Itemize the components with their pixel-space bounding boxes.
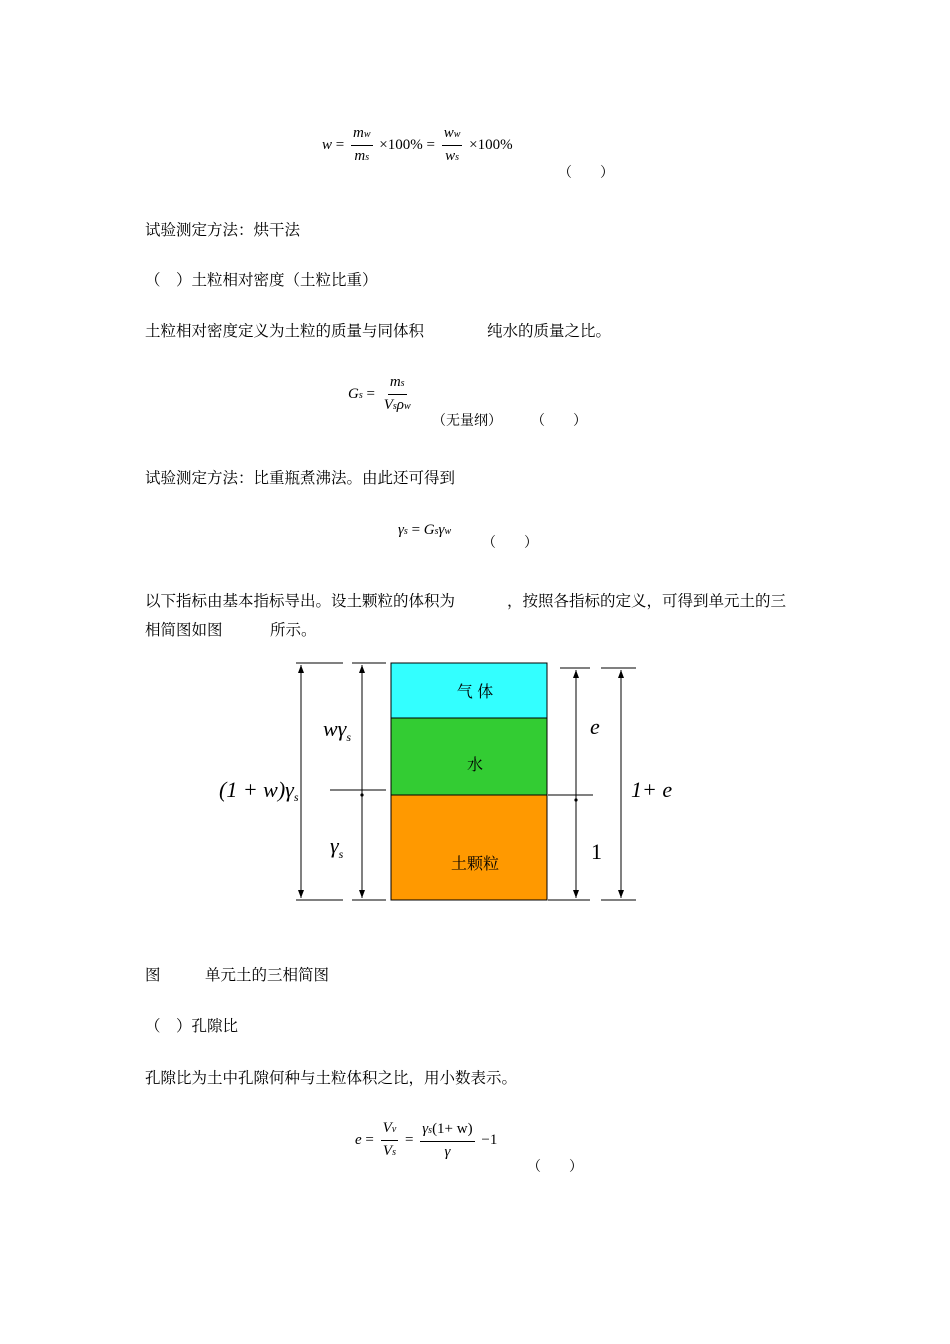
equation-number: （ ） bbox=[527, 1159, 583, 1175]
paragraph: 土粒相对密度定义为土粒的质量与同体积 bbox=[145, 322, 425, 340]
eq-sign: = bbox=[365, 1131, 374, 1148]
eq-term: −1 bbox=[481, 1131, 498, 1148]
eq-subscript: w bbox=[404, 401, 411, 412]
eq-sign: = bbox=[366, 385, 375, 402]
equation-number: （ ） bbox=[558, 165, 614, 181]
label-subscript: s bbox=[293, 790, 299, 804]
label-main: wγ bbox=[323, 716, 347, 741]
eq-sign: = bbox=[405, 1131, 414, 1148]
eq-term: ×100% bbox=[379, 136, 423, 153]
eq-symbol: m bbox=[389, 374, 401, 390]
right-bottom-label: 1 bbox=[591, 839, 602, 864]
eq-term: ×100% bbox=[469, 136, 513, 153]
section-heading: （ ）土粒相对密度（土粒比重） bbox=[145, 271, 378, 289]
eq-symbol: ρ bbox=[396, 397, 404, 413]
eq-sign: = bbox=[426, 136, 435, 153]
paragraph: 以下指标由基本指标导出。设土颗粒的体积为 bbox=[145, 592, 456, 610]
paragraph: ，按照各指标的定义，可得到单元土的三 bbox=[507, 592, 787, 610]
fraction bbox=[420, 1121, 474, 1160]
soil-particle-label: 土颗粒 bbox=[450, 856, 500, 873]
eq-subscript: s bbox=[434, 526, 439, 537]
gas-label: 气 体 bbox=[456, 684, 494, 701]
eq-term: (1+ w) bbox=[432, 1121, 473, 1137]
eq-symbol: G bbox=[423, 522, 435, 538]
eq-symbol: w bbox=[322, 136, 333, 153]
soil-phase-block bbox=[391, 795, 547, 900]
paragraph: 相简图如图 bbox=[145, 621, 223, 639]
paragraph: 所示。 bbox=[270, 621, 317, 639]
paragraph: 试验测定方法：比重瓶煮沸法。由此还可得到 bbox=[145, 469, 456, 487]
eq-symbol: e bbox=[355, 1131, 362, 1148]
eq-sign: = bbox=[411, 522, 421, 538]
right-outer-label: 1+ e bbox=[631, 777, 673, 802]
eq-symbol: γ bbox=[398, 522, 404, 538]
eq-subscript: s bbox=[392, 1147, 396, 1158]
eq-subscript: s bbox=[403, 526, 408, 537]
paragraph: 纯水的质量之比。 bbox=[487, 322, 612, 340]
eq-subscript: v bbox=[391, 1124, 397, 1135]
eq-symbol: V bbox=[383, 397, 393, 413]
eq-subscript: s bbox=[400, 378, 405, 389]
eq-symbol: V bbox=[382, 1143, 393, 1159]
eq-subscript: s bbox=[455, 152, 459, 163]
eq-subscript: w bbox=[453, 129, 461, 140]
eq-subscript: s bbox=[392, 401, 397, 412]
eq-subscript: s bbox=[365, 152, 370, 163]
equation-number: （ ） bbox=[482, 535, 538, 551]
left-top-label bbox=[323, 716, 351, 744]
eq-symbol: m bbox=[352, 125, 364, 141]
eq-symbol: w bbox=[443, 125, 454, 141]
eq-symbol: γ bbox=[422, 1121, 429, 1137]
dimension-note: （无量纲） bbox=[432, 413, 502, 429]
eq-subscript: s bbox=[358, 389, 363, 401]
eq-subscript: w bbox=[444, 526, 452, 537]
paragraph: 孔隙比为土中孔隙何种与土粒体积之比，用小数表示。 bbox=[145, 1069, 518, 1087]
figure-caption: 单元土的三相简图 bbox=[205, 966, 330, 984]
eq-symbol: γ bbox=[438, 522, 445, 538]
section-heading: （ ）孔隙比 bbox=[145, 1017, 239, 1035]
label-subscript: s bbox=[338, 847, 344, 861]
paragraph: 试验测定方法：烘干法 bbox=[145, 221, 301, 239]
label-subscript: s bbox=[346, 730, 352, 744]
label-main: γ bbox=[330, 833, 339, 858]
eq-subscript: s bbox=[428, 1125, 433, 1136]
left-outer-label bbox=[219, 777, 299, 804]
eq-sign: = bbox=[335, 136, 345, 153]
eq-symbol: V bbox=[382, 1120, 392, 1136]
eq-symbol: γ bbox=[444, 1144, 451, 1160]
right-top-label: e bbox=[590, 714, 600, 739]
eq-symbol: w bbox=[445, 148, 456, 164]
eq-symbol: G bbox=[348, 385, 359, 402]
figure-caption-label: 图 bbox=[145, 966, 161, 984]
fraction bbox=[381, 1120, 399, 1161]
equation-number: （ ） bbox=[531, 413, 587, 429]
left-bottom-label bbox=[330, 833, 344, 861]
water-label: 水 bbox=[466, 757, 484, 774]
void-ratio-equation bbox=[355, 1120, 497, 1161]
eq-symbol: m bbox=[354, 148, 366, 164]
label-main: (1 + w)γ bbox=[219, 777, 294, 802]
eq-subscript: w bbox=[363, 129, 371, 140]
